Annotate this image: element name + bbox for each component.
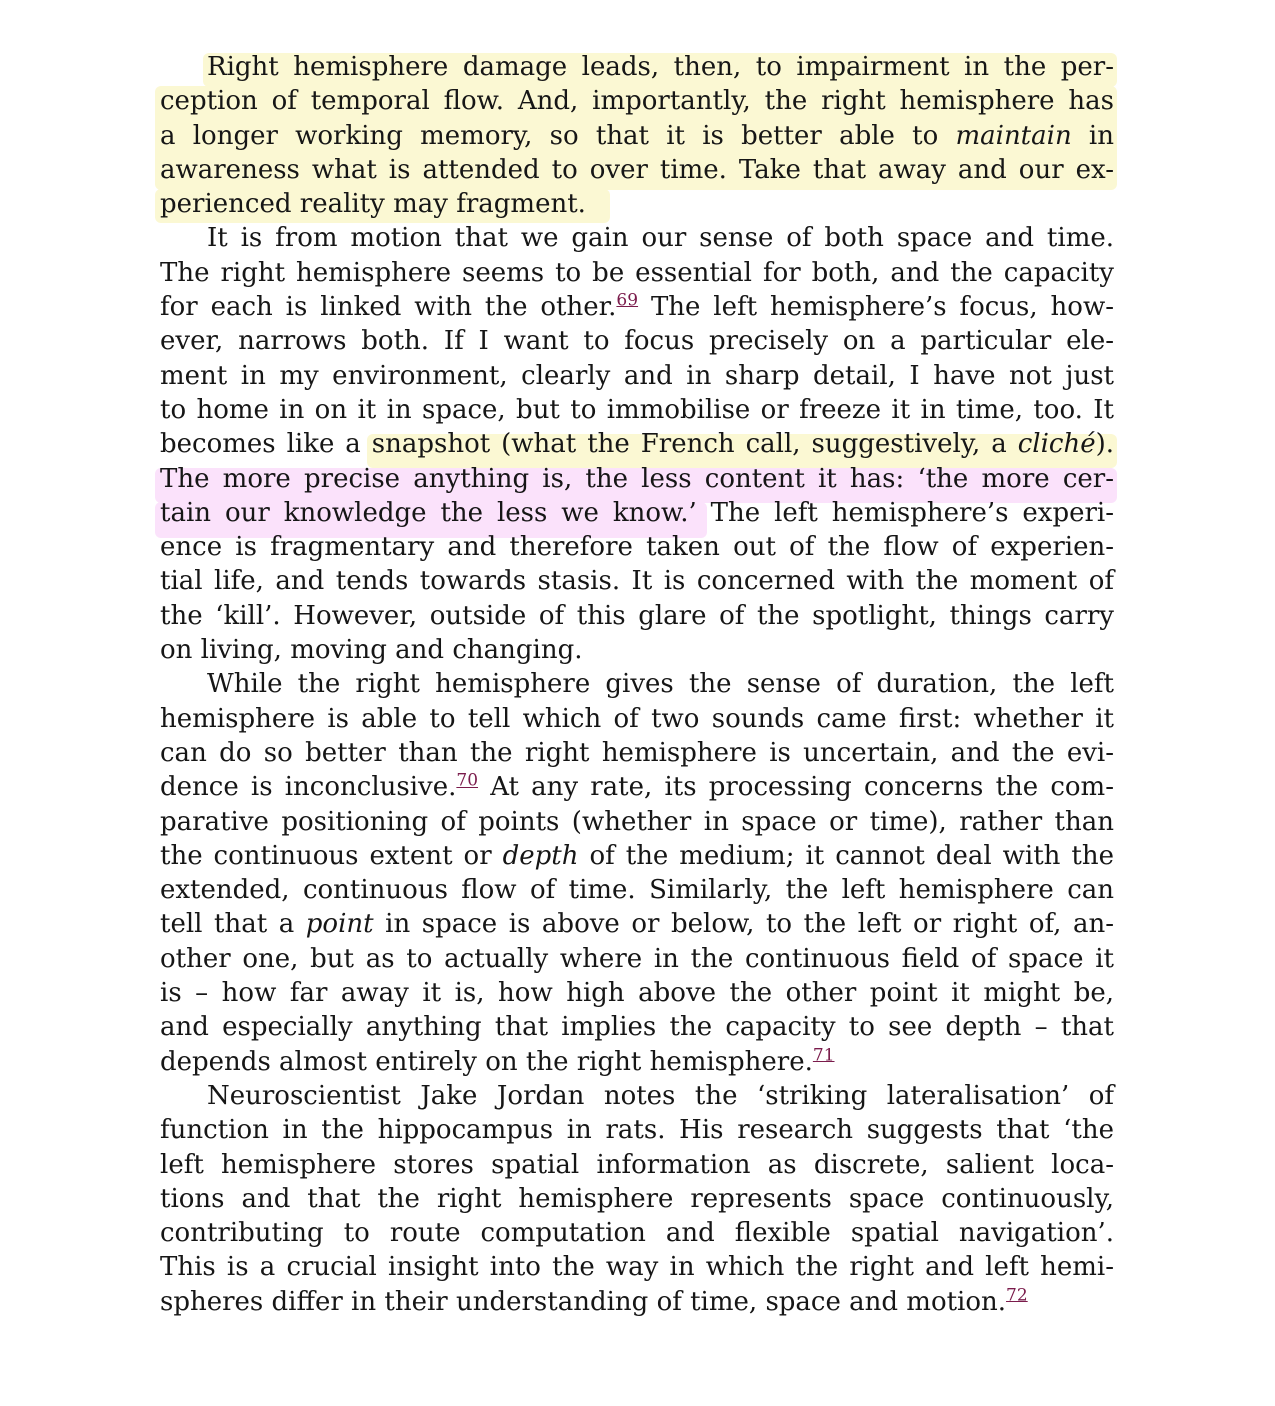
text-run: depends almost entirely on the right hemisphere. <box>160 1046 813 1077</box>
text-run: tell that a <box>160 909 306 940</box>
text-line <box>160 427 1114 461</box>
text-run: for each is linked with the other. <box>160 292 617 323</box>
text-line: Neuroscientist Jake Jordan notes the ‘striking lateralisation’ of <box>207 1080 1114 1111</box>
text-line: and especially anything that implies the capacity to see depth – that <box>160 1012 1114 1043</box>
text-line: awareness what is attended to over time. Take that away and our ex- <box>160 154 1114 185</box>
paragraph-3 <box>160 667 1114 1079</box>
text-line: tial life, and tends towards stasis. It is concerned with the moment of <box>160 566 1114 597</box>
text-line: tions and that the right hemisphere represents space continuously, <box>160 1183 1114 1214</box>
footnote-link-72[interactable]: 72 <box>1006 1285 1028 1306</box>
text-line <box>160 839 1114 873</box>
text-run: a longer working memory, so that it is better able to <box>160 120 956 151</box>
text-line: The more precise anything is, the less content it has: ‘the more cer- <box>160 463 1114 494</box>
text-line <box>160 1045 1114 1079</box>
text-run: tain our knowledge the less we know.’ <box>160 497 697 528</box>
paragraph-4 <box>160 1079 1114 1319</box>
text-line: While the right hemisphere gives the sense of duration, the left <box>207 669 1114 700</box>
text-run: becomes like a <box>160 429 372 460</box>
text-line <box>160 119 1114 153</box>
text-line: ment in my environment, clearly and in sharp detail, I have not just <box>160 360 1114 391</box>
text-line: extended, continuous flow of time. Similarly, the left hemisphere can <box>160 875 1114 906</box>
text-line: Right hemisphere damage leads, then, to impairment in the per- <box>207 52 1114 82</box>
emphasis: point <box>305 909 374 940</box>
paragraph-2 <box>160 221 1114 667</box>
paragraph-1 <box>160 50 1114 221</box>
body-text <box>160 50 1114 1319</box>
text-line <box>160 907 1114 941</box>
text-run: in <box>1071 120 1114 151</box>
text-line: can do so better than the right hemisphere is uncertain, and the evi- <box>160 737 1114 768</box>
text-run: dence is inconclusive. <box>160 772 457 803</box>
text-run: The left hemisphere’s experi- <box>696 497 1114 528</box>
text-line: The right hemisphere seems to be essential for both, and the capacity <box>160 257 1114 288</box>
text-line: ence is fragmentary and therefore taken out of the flow of experien- <box>160 532 1114 563</box>
text-line: ever, narrows both. If I want to focus precisely on a particular ele- <box>160 326 1114 357</box>
text-line: left hemisphere stores spatial information as discrete, salient loca- <box>160 1149 1114 1180</box>
text-line: other one, but as to actually where in the continuous field of space it <box>160 943 1114 974</box>
text-line: This is a crucial insight into the way in which the right and left hemi- <box>160 1252 1114 1283</box>
text-line: ception of temporal flow. And, importantly, the right hemisphere has <box>160 86 1114 117</box>
footnote-link-69[interactable]: 69 <box>616 290 639 311</box>
text-line: function in the hippocampus in rats. His research suggests that ‘the <box>160 1115 1114 1146</box>
text-run: spheres differ in their understanding of time, space and motion. <box>160 1286 1007 1317</box>
text-line: is – how far away it is, how high above the other point it might be, <box>160 978 1114 1009</box>
text-line: perienced reality may fragment. <box>160 189 586 220</box>
footnote-link-70[interactable]: 70 <box>456 770 479 791</box>
text-line: to home in on it in space, but to immobilise or freeze it in time, too. It <box>160 394 1114 425</box>
text-run: the continuous extent or <box>160 840 503 871</box>
text-run: of the medium; it cannot deal with the <box>578 840 1114 871</box>
emphasis: maintain <box>955 120 1072 151</box>
footnote-link-71[interactable]: 71 <box>812 1044 835 1065</box>
text-run: snapshot (what the French call, suggestively, a <box>371 429 1018 460</box>
text-line: contributing to route computation and flexible spatial navigation’. <box>160 1218 1114 1249</box>
emphasis: cliché <box>1017 429 1096 460</box>
text-run: in space is above or below, to the left or right of, an- <box>373 909 1115 940</box>
text-line: parative positioning of points (whether in space or time), rather than <box>160 806 1114 837</box>
text-line: It is from motion that we gain our sense of both space and time. <box>207 223 1114 254</box>
text-run: At any rate, its processing concerns the com- <box>478 772 1114 803</box>
emphasis: depth <box>502 840 579 871</box>
text-run: The left hemisphere’s focus, how- <box>638 292 1114 323</box>
text-line: hemisphere is able to tell which of two sounds came first: whether it <box>160 703 1114 734</box>
text-line <box>160 496 1114 530</box>
text-line <box>160 770 1114 804</box>
text-line: on living, moving and changing. <box>160 635 583 666</box>
text-line <box>160 290 1114 324</box>
text-line <box>160 1285 1114 1319</box>
text-run: ). <box>1095 429 1115 460</box>
text-line: the ‘kill’. However, outside of this glare of the spotlight, things carry <box>160 600 1114 631</box>
